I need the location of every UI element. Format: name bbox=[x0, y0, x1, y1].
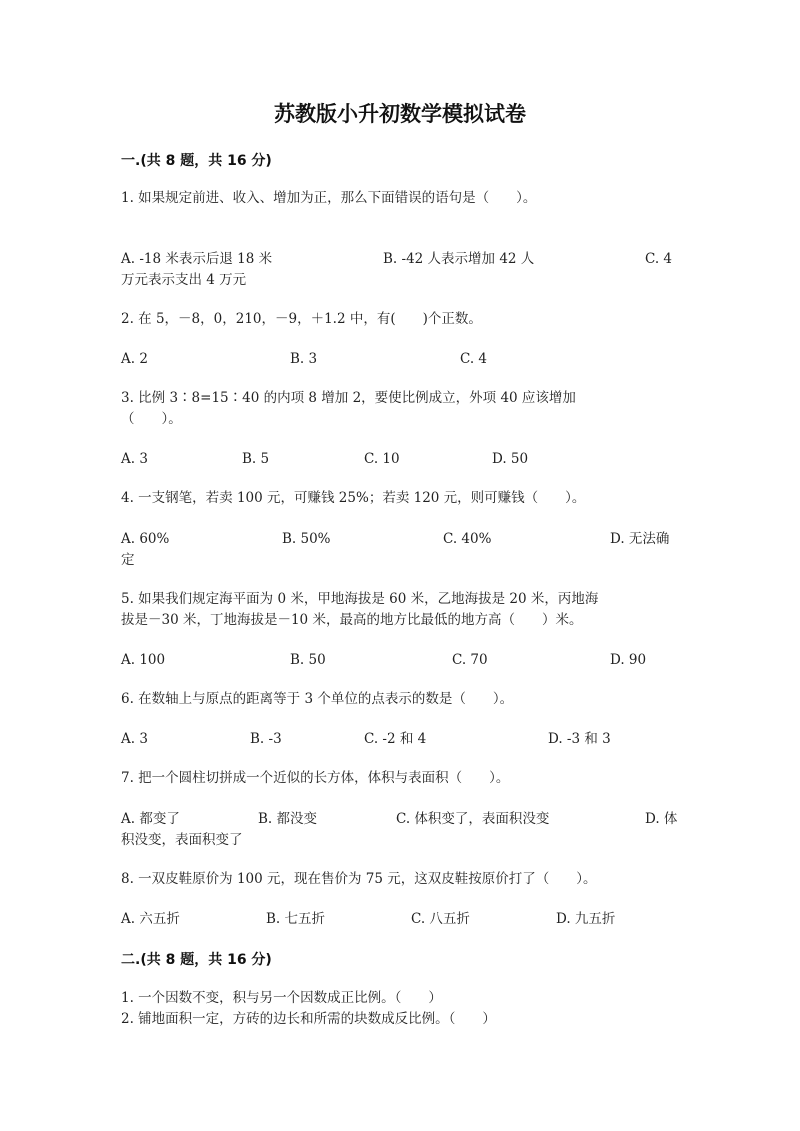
question-6-option-b: B. -3 bbox=[250, 731, 282, 747]
question-5-stem-line-1: 5. 如果我们规定海平面为 0 米，甲地海拔是 60 米，乙地海拔是 20 米，丙地海 bbox=[121, 591, 599, 607]
question-1-option-continuation: 万元表示支出 4 万元 bbox=[121, 272, 247, 288]
question-7-option-b: B. 都没变 bbox=[258, 811, 318, 827]
question-8-option-b: B. 七五折 bbox=[266, 911, 326, 927]
question-2-option-a: A. 2 bbox=[121, 351, 148, 367]
question-4-option-a: A. 60% bbox=[121, 531, 170, 547]
question-5-option-a: A. 100 bbox=[121, 652, 166, 668]
question-7-option-c: C. 体积变了，表面积没变 bbox=[396, 811, 550, 827]
question-1-stem: 1. 如果规定前进、收入、增加为正，那么下面错误的语句是（ ）。 bbox=[121, 190, 537, 206]
question-8-option-a: A. 六五折 bbox=[121, 911, 180, 927]
judge-item-1: 1. 一个因数不变，积与另一个因数成正比例。（ ） bbox=[121, 990, 442, 1006]
section-2-heading: 二.(共 8 题，共 16 分) bbox=[121, 952, 272, 968]
question-1-option-c: C. 4 bbox=[645, 251, 673, 267]
question-6-option-a: A. 3 bbox=[121, 731, 148, 747]
question-3-option-c: C. 10 bbox=[364, 451, 400, 467]
question-3-option-d: D. 50 bbox=[492, 451, 529, 467]
question-2-stem: 2. 在 5，－8，0，210，－9，＋1.2 中，有( )个正数。 bbox=[121, 311, 482, 327]
question-8-stem: 8. 一双皮鞋原价为 100 元，现在售价为 75 元，这双皮鞋按原价打了（ ）。 bbox=[121, 871, 597, 887]
question-1-option-b: B. -42 人表示增加 42 人 bbox=[383, 251, 535, 267]
question-4-option-c: C. 40% bbox=[443, 531, 492, 547]
question-2-option-c: C. 4 bbox=[460, 351, 488, 367]
question-6-option-d: D. -3 和 3 bbox=[548, 731, 611, 747]
question-7-option-d: D. 体 bbox=[645, 811, 678, 827]
question-6-option-c: C. -2 和 4 bbox=[364, 731, 427, 747]
question-3-stem-line-1: 3. 比例 3∶8=15∶40 的内项 8 增加 2，要使比例成立，外项 40 应该增加 bbox=[121, 390, 576, 406]
question-1-option-a: A. -18 米表示后退 18 米 bbox=[121, 251, 273, 267]
question-7-stem: 7. 把一个圆柱切拼成一个近似的长方体，体积与表面积（ ）。 bbox=[121, 770, 510, 786]
question-3-option-b: B. 5 bbox=[242, 451, 270, 467]
question-7-option-continuation: 积没变，表面积变了 bbox=[121, 832, 243, 848]
question-5-option-c: C. 70 bbox=[452, 652, 488, 668]
question-4-stem: 4. 一支钢笔，若卖 100 元，可赚钱 25%；若卖 120 元，则可赚钱（ ）。 bbox=[121, 490, 586, 506]
question-5-option-d: D. 90 bbox=[610, 652, 647, 668]
question-8-option-c: C. 八五折 bbox=[411, 911, 470, 927]
question-8-option-d: D. 九五折 bbox=[556, 911, 616, 927]
question-3-stem-line-2: （ ）。 bbox=[121, 411, 182, 427]
question-2-option-b: B. 3 bbox=[290, 351, 318, 367]
exam-title: 苏教版小升初数学模拟试卷 bbox=[274, 102, 526, 126]
section-1-heading: 一.(共 8 题，共 16 分) bbox=[121, 153, 272, 169]
question-5-stem-line-2: 拔是－30 米，丁地海拔是－10 米，最高的地方比最低的地方高（ ）米。 bbox=[121, 612, 583, 628]
question-6-stem: 6. 在数轴上与原点的距离等于 3 个单位的点表示的数是（ ）。 bbox=[121, 691, 514, 707]
question-7-option-a: A. 都变了 bbox=[121, 811, 180, 827]
question-4-option-b: B. 50% bbox=[282, 531, 331, 547]
question-3-option-a: A. 3 bbox=[121, 451, 148, 467]
question-4-option-d: D. 无法确 bbox=[610, 531, 670, 547]
question-4-option-continuation: 定 bbox=[121, 552, 135, 568]
judge-item-2: 2. 铺地面积一定，方砖的边长和所需的块数成反比例。（ ） bbox=[121, 1011, 496, 1027]
question-5-option-b: B. 50 bbox=[290, 652, 326, 668]
